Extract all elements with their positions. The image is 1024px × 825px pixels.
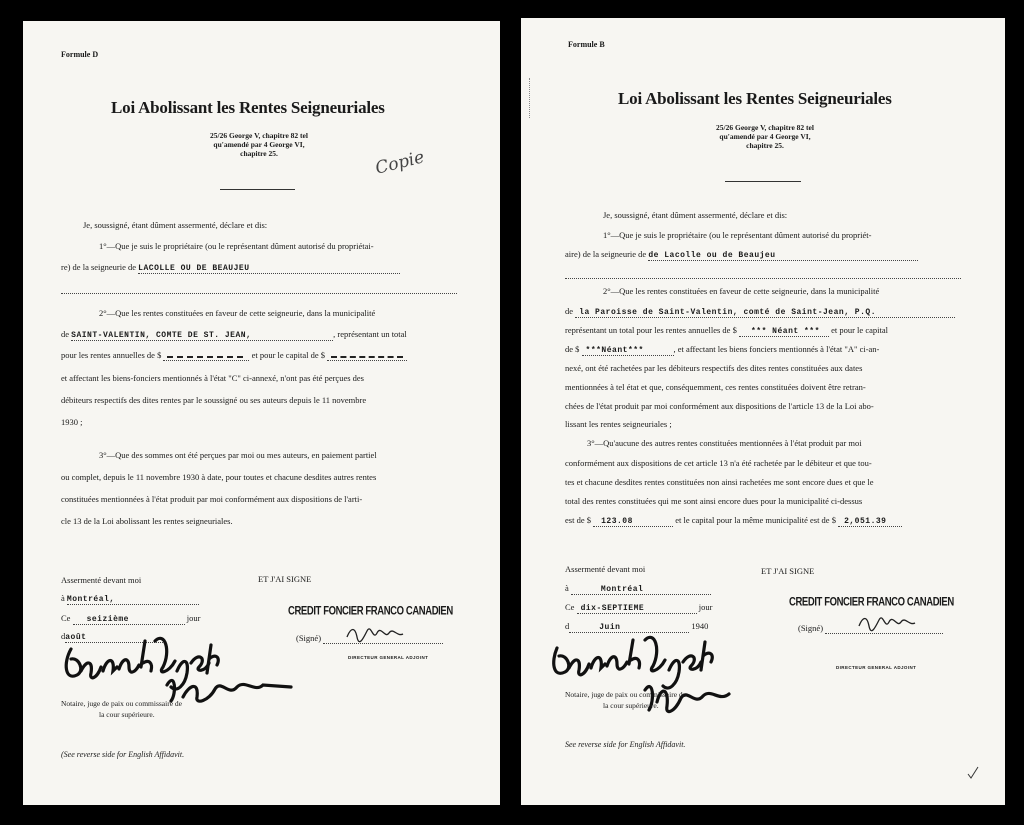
day-line: Ce seizième jour bbox=[61, 613, 201, 624]
form-page-right bbox=[521, 18, 1005, 805]
paragraph-3-line: total des rentes constituées qui me sont ainsi encore dues pour la municipalité ci-dessus bbox=[565, 496, 863, 506]
paragraph-3-line: ou complet, depuis le 11 novembre 1930 à date, pour toutes et chacune desdites autres rentes bbox=[61, 472, 377, 482]
paragraph-1-line: 1°—Que je suis le propriétaire (ou le représentant dûment autorisé du propriét- bbox=[603, 230, 872, 240]
paragraph-2-line: 2°—Que les rentes constituées en faveur de cette seigneurie, dans la municipalité bbox=[603, 286, 880, 296]
notary-caption: la cour supérieure. bbox=[603, 701, 659, 710]
paragraph-2-line: 2°—Que les rentes constituées en faveur de cette seigneurie, dans la municipalité bbox=[99, 308, 376, 318]
paragraph-2-line: représentant un total pour les rentes annuelles de $ *** Néant *** et pour le capital bbox=[565, 325, 888, 336]
statute-reference: 25/26 George V, chapitre 82 tel qu'amendé par 4 George VI, chapitre 25. bbox=[716, 123, 814, 150]
paragraph-2-line: pour les rentes annuelles de $ et pour le capital de $ bbox=[61, 350, 407, 361]
paragraph-2-line: débiteurs respectifs des dites rentes par le soussigné ou ses auteurs depuis le 11 novembre bbox=[61, 395, 367, 405]
paragraph-3-line: 3°—Qu'aucune des autres rentes constituées mentionnées à l'état produit par moi bbox=[587, 438, 862, 448]
month-field: Juin bbox=[599, 623, 621, 632]
paragraph-1-line: 1°—Que je suis le propriétaire (ou le représentant dûment autorisé du propriétai- bbox=[99, 241, 374, 251]
total-rentes-field: 123.08 bbox=[601, 517, 633, 526]
notary-caption: la cour supérieure. bbox=[99, 710, 155, 719]
day-field: seizième bbox=[86, 615, 129, 624]
divider bbox=[220, 189, 295, 190]
day-line: Ce dix-SEPTIEME jour bbox=[565, 602, 713, 613]
place-field: Montréal, bbox=[66, 595, 115, 604]
reverse-note: See reverse side for English Affidavit. bbox=[565, 740, 686, 749]
seigneurie-field: LACOLLE OU DE BEAUJEU bbox=[138, 264, 250, 273]
paragraph-2-line: chées de l'état produit par moi conformément aux dispositions de l'article 13 de la Loi abo- bbox=[565, 401, 874, 411]
handwritten-annotation: Copie bbox=[373, 147, 427, 179]
paragraph-2-line: et affectant les biens-fonciers mentionnés à l'état "C" ci-annexé, n'ont pas été perçues des bbox=[61, 373, 364, 383]
company-stamp: CREDIT FONCIER FRANCO CANADIEN bbox=[789, 595, 954, 610]
municipality-field: la Paroisse de Saint-Valentin, comté de Saint-Jean, P.Q. bbox=[579, 308, 876, 317]
paragraph-2-line: lissant les rentes seigneuriales ; bbox=[565, 419, 672, 429]
page-title: Loi Abolissant les Rentes Seigneuriales bbox=[618, 89, 892, 108]
month-field: août bbox=[65, 633, 87, 642]
paragraph-3-line: constituées mentionnées à l'état produit par moi conformément aux dispositions de l'arti- bbox=[61, 494, 363, 504]
margin-mark bbox=[529, 78, 536, 118]
director-title: DIRECTEUR GENERAL ADJOINT bbox=[348, 655, 429, 660]
reverse-note: (See reverse side for English Affidavit. bbox=[61, 750, 185, 759]
paragraph-3-line: cle 13 de la Loi abolissant les rentes seigneuriales. bbox=[61, 516, 233, 526]
place-line: à Montréal bbox=[565, 583, 711, 595]
notary-caption: Notaire, juge de paix ou commissaire de bbox=[61, 699, 183, 708]
blank-line bbox=[61, 283, 457, 294]
seigneurie-field: de Lacolle ou de Beaujeu bbox=[648, 251, 776, 260]
paragraph-2-line: 1930 ; bbox=[61, 417, 83, 427]
intro-text: Je, soussigné, étant dûment assermenté, déclare et dis: bbox=[83, 220, 268, 230]
total-capital-field: 2,051.39 bbox=[844, 517, 887, 526]
month-line: daoût bbox=[61, 631, 165, 643]
paragraph-3-line: tes et chacune desdites rentes constituées non ainsi rachetées me sont encore dues et que le bbox=[565, 477, 874, 487]
form-number: Formule D bbox=[61, 50, 99, 59]
month-line: d Juin 1940 bbox=[565, 621, 709, 632]
paragraph-2-line: nexé, ont été rachetées par les débiteurs respectifs des dites rentes constituées aux dates bbox=[565, 363, 863, 373]
paragraph-2-line: mentionnées à tel état et que, conséquemment, ces rentes constituées doivent être retran- bbox=[565, 382, 866, 392]
notary-caption: Notaire, juge de paix ou commissaire de bbox=[565, 690, 687, 699]
director-title: DIRECTEUR GENERAL ADJOINT bbox=[836, 665, 917, 670]
paragraph-1-line: aire) de la seigneurie de de Lacolle ou de Beaujeu bbox=[565, 249, 918, 261]
paragraph-1-line: re) de la seigneurie de LACOLLE OU DE BEAUJEU bbox=[61, 262, 400, 274]
sworn-label: Assermenté devant moi bbox=[61, 575, 142, 585]
check-mark-icon bbox=[967, 766, 979, 780]
paragraph-2-line: de $ ***Néant*** , et affectant les biens fonciers mentionnés à l'état "A" ci-an- bbox=[565, 344, 880, 355]
page-title: Loi Abolissant les Rentes Seigneuriales bbox=[111, 98, 385, 117]
intro-text: Je, soussigné, étant dûment assermenté, déclare et dis: bbox=[603, 210, 788, 220]
rentes-field bbox=[163, 350, 249, 361]
place-field: Montréal bbox=[600, 585, 644, 594]
signed-line: (Signé) bbox=[296, 633, 443, 644]
form-page-left bbox=[23, 21, 500, 805]
capital-field: ***Néant*** bbox=[585, 346, 644, 355]
blank-line bbox=[565, 268, 961, 279]
sworn-label: Assermenté devant moi bbox=[565, 564, 646, 574]
year-field: 1940 bbox=[691, 621, 709, 631]
director-signature bbox=[345, 625, 405, 643]
divider bbox=[725, 181, 801, 182]
signature-heading: ET J'AI SIGNE bbox=[761, 566, 815, 576]
paragraph-3-line: conformément aux dispositions de cet article 13 n'a été rachetée par le débiteur et que tou- bbox=[565, 458, 872, 468]
capital-field bbox=[327, 350, 407, 361]
day-field: dix-SEPTIEME bbox=[580, 604, 645, 613]
form-number: Formule B bbox=[568, 40, 605, 49]
municipality-field: SAINT-VALENTIN, COMTE DE ST. JEAN, bbox=[71, 331, 252, 340]
statute-reference: 25/26 George V, chapitre 82 tel qu'amendé par 4 George VI, chapitre 25. bbox=[210, 131, 308, 158]
place-line: à Montréal, bbox=[61, 593, 199, 605]
director-signature bbox=[857, 614, 917, 632]
rentes-field: *** Néant *** bbox=[750, 327, 820, 336]
notary-signature bbox=[59, 601, 299, 711]
paragraph-3-line: 3°—Que des sommes ont été perçues par moi ou mes auteurs, en paiement partiel bbox=[99, 450, 377, 460]
signed-line: (Signé) bbox=[798, 623, 943, 634]
paragraph-2-line: de SAINT-VALENTIN, COMTE DE ST. JEAN, , représentant un total bbox=[61, 329, 407, 340]
paragraph-3-line: est de $ 123.08 et le capital pour la même municipalité est de $ 2,051.39 bbox=[565, 515, 902, 527]
signature-heading: ET J'AI SIGNE bbox=[258, 574, 312, 584]
paragraph-2-line: de la Paroisse de Saint-Valentin, comté de Saint-Jean, P.Q. bbox=[565, 306, 955, 318]
company-stamp: CREDIT FONCIER FRANCO CANADIEN bbox=[288, 604, 453, 619]
